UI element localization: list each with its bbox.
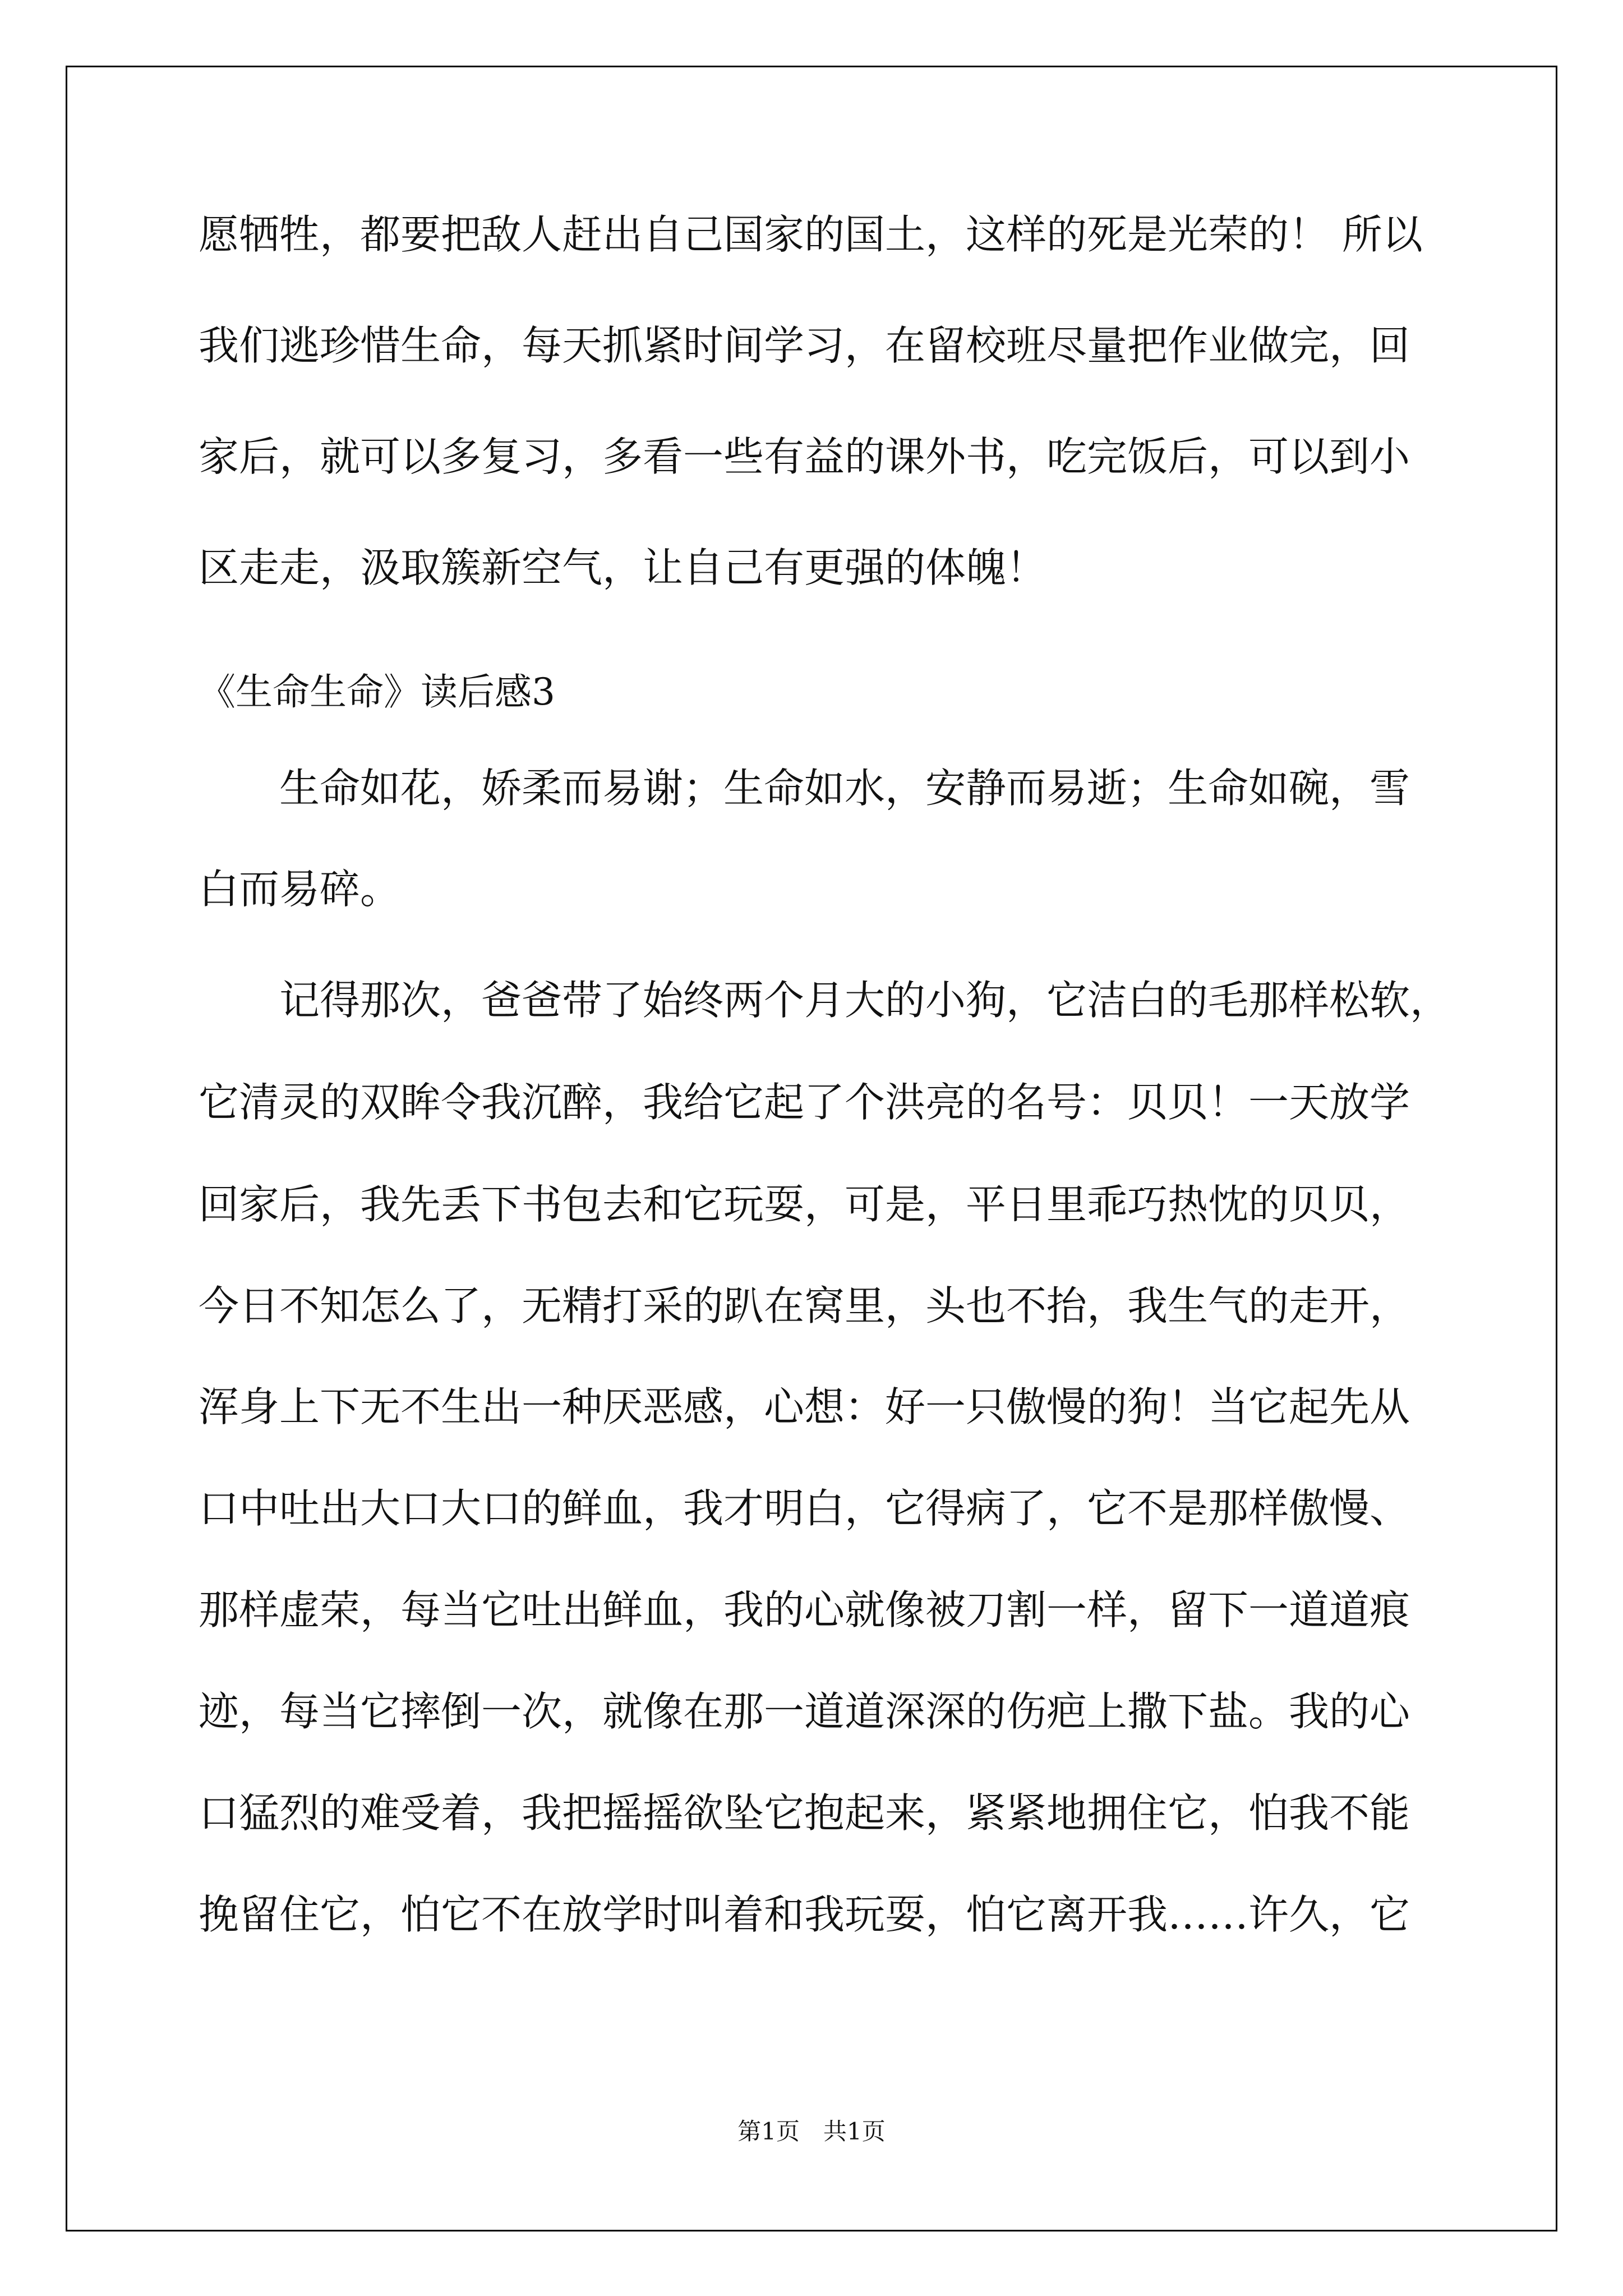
section-title: 《生命生命》读后感3 — [199, 670, 555, 714]
text-line: 家后，就可以多复习，多看一些有益的课外书，吃完饭后，可以到小 — [199, 433, 1410, 480]
page-footer: 第1页 共1页 — [737, 2118, 886, 2145]
text-line: 我们逃珍惜生命，每天抓紧时间学习，在留校班尽量把作业做完，回 — [199, 322, 1410, 369]
text-line: 愿牺牲，都要把敌人赶出自己国家的国土，这样的死是光荣的！ 所以 — [199, 211, 1423, 258]
paragraph-line: 记得那次，爸爸带了始终两个月大的小狗，它洁白的毛那样松软， — [279, 977, 1451, 1024]
paragraph-line: 它清灵的双眸令我沉醉，我给它起了个洪亮的名号：贝贝！一天放学 — [199, 1079, 1410, 1126]
paragraph-line: 那样虚荣，每当它吐出鲜血，我的心就像被刀割一样，留下一道道痕 — [199, 1586, 1410, 1634]
paragraph-line: 白而易碎。 — [199, 866, 401, 913]
paragraph-line: 今日不知怎么了，无精打采的趴在窝里，头也不抬，我生气的走开， — [199, 1282, 1410, 1329]
paragraph-line: 回家后，我先丢下书包去和它玩耍，可是，平日里乖巧热忱的贝贝， — [199, 1181, 1410, 1228]
text-line: 区走走，汲取簇新空气，让自己有更强的体魄！ — [199, 544, 1047, 591]
paragraph-line: 生命如花，娇柔而易谢；生命如水，安静而易逝；生命如碗，雪 — [279, 765, 1410, 812]
paragraph-line: 挽留住它，怕它不在放学时叫着和我玩耍，怕它离开我……许久，它 — [199, 1891, 1410, 1938]
paragraph-line: 浑身上下无不生出一种厌恶感，心想：好一只傲慢的狗！当它起先从 — [199, 1383, 1410, 1430]
paragraph-line: 迹，每当它摔倒一次，就像在那一道道深深的伤疤上撒下盐。我的心 — [199, 1688, 1410, 1735]
paragraph-line: 口中吐出大口大口的鲜血，我才明白，它得病了，它不是那样傲慢、 — [199, 1485, 1410, 1532]
paragraph-line: 口猛烈的难受着，我把摇摇欲坠它抱起来，紧紧地拥住它，怕我不能 — [199, 1789, 1410, 1837]
